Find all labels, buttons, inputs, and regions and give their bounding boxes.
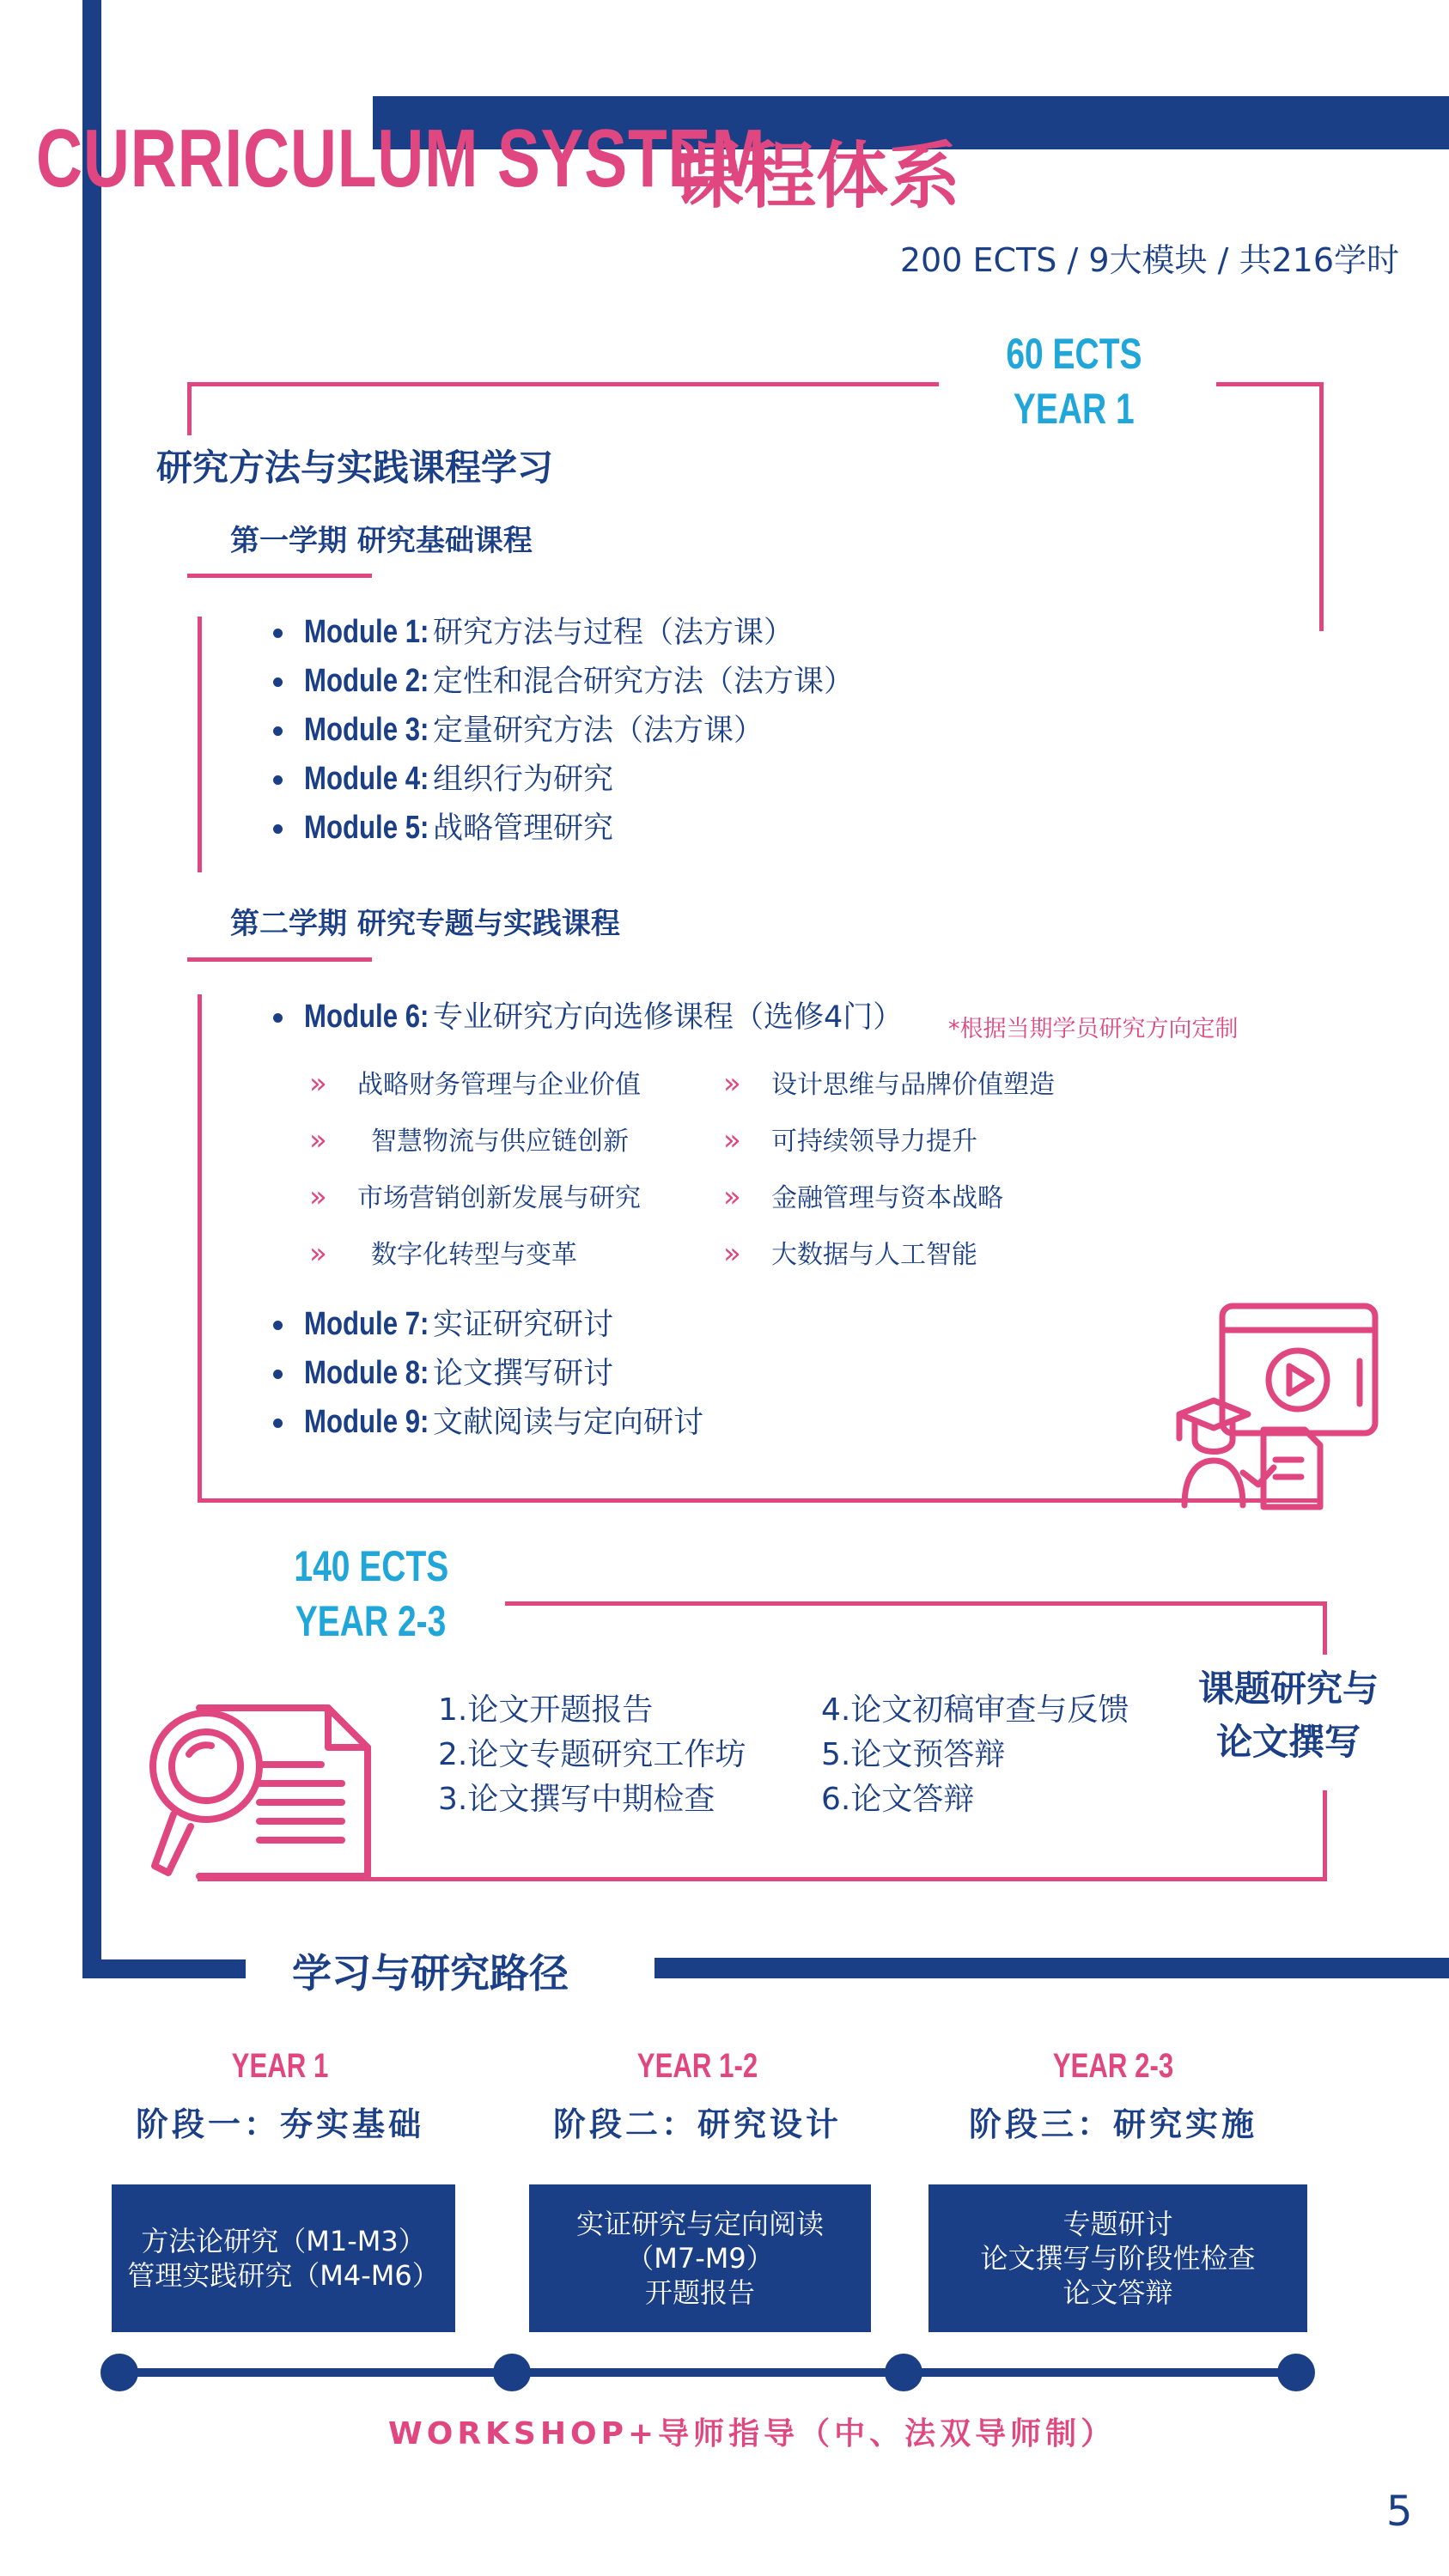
thesis-step: 4.论文初稿审查与反馈 [821, 1692, 1129, 1728]
module-name: 论文撰写研讨 [433, 1357, 614, 1391]
elective-name: 设计思维与品牌价值塑造 [771, 1070, 1055, 1100]
elective-item [723, 1063, 1055, 1101]
elective-item [309, 1233, 577, 1271]
phase-name: 阶段三：研究实施 [968, 2105, 1257, 2143]
box-line: 方法论研究（M1-M3） [141, 2225, 426, 2257]
semester2-side-line [198, 994, 202, 1503]
module-item [304, 804, 854, 853]
arrow-icon: » [309, 1180, 327, 1214]
module-item [304, 755, 854, 804]
module-code: Module 9: [304, 1404, 429, 1440]
timeline-dot [493, 2354, 531, 2391]
phase-2 [508, 2047, 886, 2145]
phase-1-box [112, 2184, 455, 2332]
module-name: 组织行为研究 [433, 762, 614, 797]
module-code: Module 4: [304, 761, 429, 797]
elective-name: 市场营销创新发展与研究 [357, 1183, 641, 1213]
module-item [304, 706, 854, 755]
phase-1 [91, 2047, 469, 2145]
module-code: Module 7: [304, 1306, 429, 1342]
year1-year: YEAR 1 [1013, 385, 1135, 433]
semester1-underline [187, 574, 372, 578]
elective-item [309, 1120, 629, 1157]
year1-frame-left-tick [187, 382, 192, 435]
semester2-underline [187, 957, 372, 962]
box-line: 专题研讨 [1062, 2208, 1173, 2240]
frame-left-bar [82, 0, 101, 1975]
year23-frame-top [505, 1601, 1327, 1606]
phase-year: YEAR 2-3 [1052, 2047, 1174, 2085]
title-chinese: 课程体系 [672, 134, 961, 218]
arrow-icon: » [309, 1123, 327, 1157]
module-item [304, 1300, 703, 1349]
module-code: Module 6: [304, 999, 429, 1035]
elective-name: 可持续领导力提升 [771, 1127, 977, 1157]
elective-name: 数字化转型与变革 [371, 1240, 577, 1270]
module-code: Module 2: [304, 663, 429, 699]
thesis-step: 1.论文开题报告 [438, 1692, 654, 1728]
phase-name: 阶段二：研究设计 [552, 2105, 842, 2143]
year23-heading-line2: 论文撰写 [1215, 1721, 1361, 1763]
box-line: 实证研究与定向阅读 [575, 2208, 824, 2240]
arrow-icon: » [723, 1180, 741, 1214]
timeline-dot [1277, 2354, 1315, 2391]
semester1-side-line [198, 617, 202, 872]
module6-list [304, 993, 903, 1042]
page-number: 5 [1386, 2488, 1413, 2536]
thesis-step: 2.论文专题研究工作坊 [438, 1737, 746, 1772]
module-name: 文献阅读与定向研讨 [433, 1406, 704, 1440]
year1-ects: 60 ECTS [1005, 330, 1142, 378]
module-name: 专业研究方向选修课程（选修4门） [433, 1000, 904, 1035]
year1-section-title: 研究方法与实践课程学习 [156, 447, 554, 489]
module-code: Module 3: [304, 712, 429, 748]
year23-frame-right-top [1323, 1601, 1327, 1655]
phase-3 [924, 2047, 1302, 2145]
module-item [304, 1349, 703, 1398]
semester1-title: 第一学期 研究基础课程 [230, 524, 533, 558]
timeline-dot [100, 2354, 138, 2391]
module-item [304, 657, 854, 706]
thesis-step: 5.论文预答辩 [821, 1737, 1006, 1772]
box-line: 论文撰写与阶段性检查 [980, 2242, 1256, 2275]
module-code: Module 5: [304, 810, 429, 846]
module-name: 实证研究研讨 [433, 1308, 614, 1342]
module-item [304, 608, 854, 657]
year1-frame-top-right [1216, 382, 1324, 386]
path-footer: WORKSHOP+导师指导（中、法双导师制） [388, 2416, 1117, 2451]
box-line: 论文答辩 [1062, 2276, 1173, 2309]
semester2-title: 第二学期 研究专题与实践课程 [230, 907, 620, 941]
thesis-step: 6.论文答辩 [821, 1782, 975, 1817]
arrow-icon: » [723, 1123, 741, 1157]
elective-item [723, 1233, 977, 1271]
frame-bottom-bar-right [654, 1958, 1449, 1978]
box-line: （M7-M9） [626, 2242, 774, 2275]
module-item [304, 993, 903, 1042]
year23-heading [1185, 1662, 1391, 1769]
thesis-steps-left [438, 1688, 746, 1822]
year23-heading-line1: 课题研究与 [1197, 1668, 1379, 1710]
module-item [304, 1398, 703, 1447]
module6-note: *根据当期学员研究方向定制 [948, 1016, 1239, 1042]
arrow-icon: » [723, 1236, 741, 1271]
title-english: CURRICULUM SYSTEM [36, 112, 766, 204]
semester1-module-list [304, 608, 854, 853]
phase-year: YEAR 1-2 [636, 2047, 758, 2085]
timeline-dot [885, 2354, 922, 2391]
arrow-icon: » [309, 1236, 327, 1271]
module-code: Module 8: [304, 1355, 429, 1391]
elective-item [309, 1176, 641, 1214]
arrow-icon: » [309, 1066, 327, 1101]
elective-name: 大数据与人工智能 [771, 1240, 977, 1270]
year1-frame-bottom [198, 1498, 1323, 1503]
elective-item [309, 1063, 641, 1101]
arrow-icon: » [723, 1066, 741, 1101]
module-name: 定量研究方法（法方课） [433, 714, 764, 748]
video-course-graduate-icon [1172, 1301, 1387, 1511]
elective-name: 智慧物流与供应链创新 [371, 1127, 629, 1157]
module-name: 战略管理研究 [433, 811, 614, 846]
year23-frame-right-bottom [1323, 1790, 1327, 1881]
thesis-step: 3.论文撰写中期检查 [438, 1782, 715, 1817]
box-line: 开题报告 [644, 2276, 755, 2309]
module-code: Module 1: [304, 614, 429, 650]
semester2-module-list [304, 1300, 703, 1447]
year1-label [945, 326, 1202, 436]
box-line: 管理实践研究（M4-M6） [127, 2259, 440, 2292]
elective-name: 战略财务管理与企业价值 [357, 1070, 641, 1100]
path-title: 学习与研究路径 [292, 1950, 569, 1996]
program-summary: 200 ECTS / 9大模块 / 共216学时 [899, 241, 1399, 279]
phase-year: YEAR 1 [231, 2047, 329, 2085]
elective-item [723, 1120, 977, 1157]
phase-name: 阶段一：夯实基础 [135, 2105, 424, 2143]
elective-name: 金融管理与资本战略 [771, 1183, 1003, 1213]
year1-frame-right [1319, 382, 1324, 631]
year23-ects: 140 ECTS [294, 1542, 448, 1590]
thesis-steps-right [821, 1688, 1129, 1822]
module-name: 研究方法与过程（法方课） [433, 616, 795, 650]
module-name: 定性和混合研究方法（法方课） [433, 665, 855, 699]
phase-3-box [928, 2184, 1307, 2332]
phase-2-box [529, 2184, 871, 2332]
year23-label [251, 1539, 491, 1649]
year1-frame-top-left [187, 382, 939, 386]
year23-year: YEAR 2-3 [295, 1597, 447, 1645]
timeline-line [119, 2368, 1297, 2377]
magnifier-document-icon [139, 1687, 388, 1885]
frame-bottom-bar-left [82, 1959, 246, 1978]
elective-item [723, 1176, 1003, 1214]
